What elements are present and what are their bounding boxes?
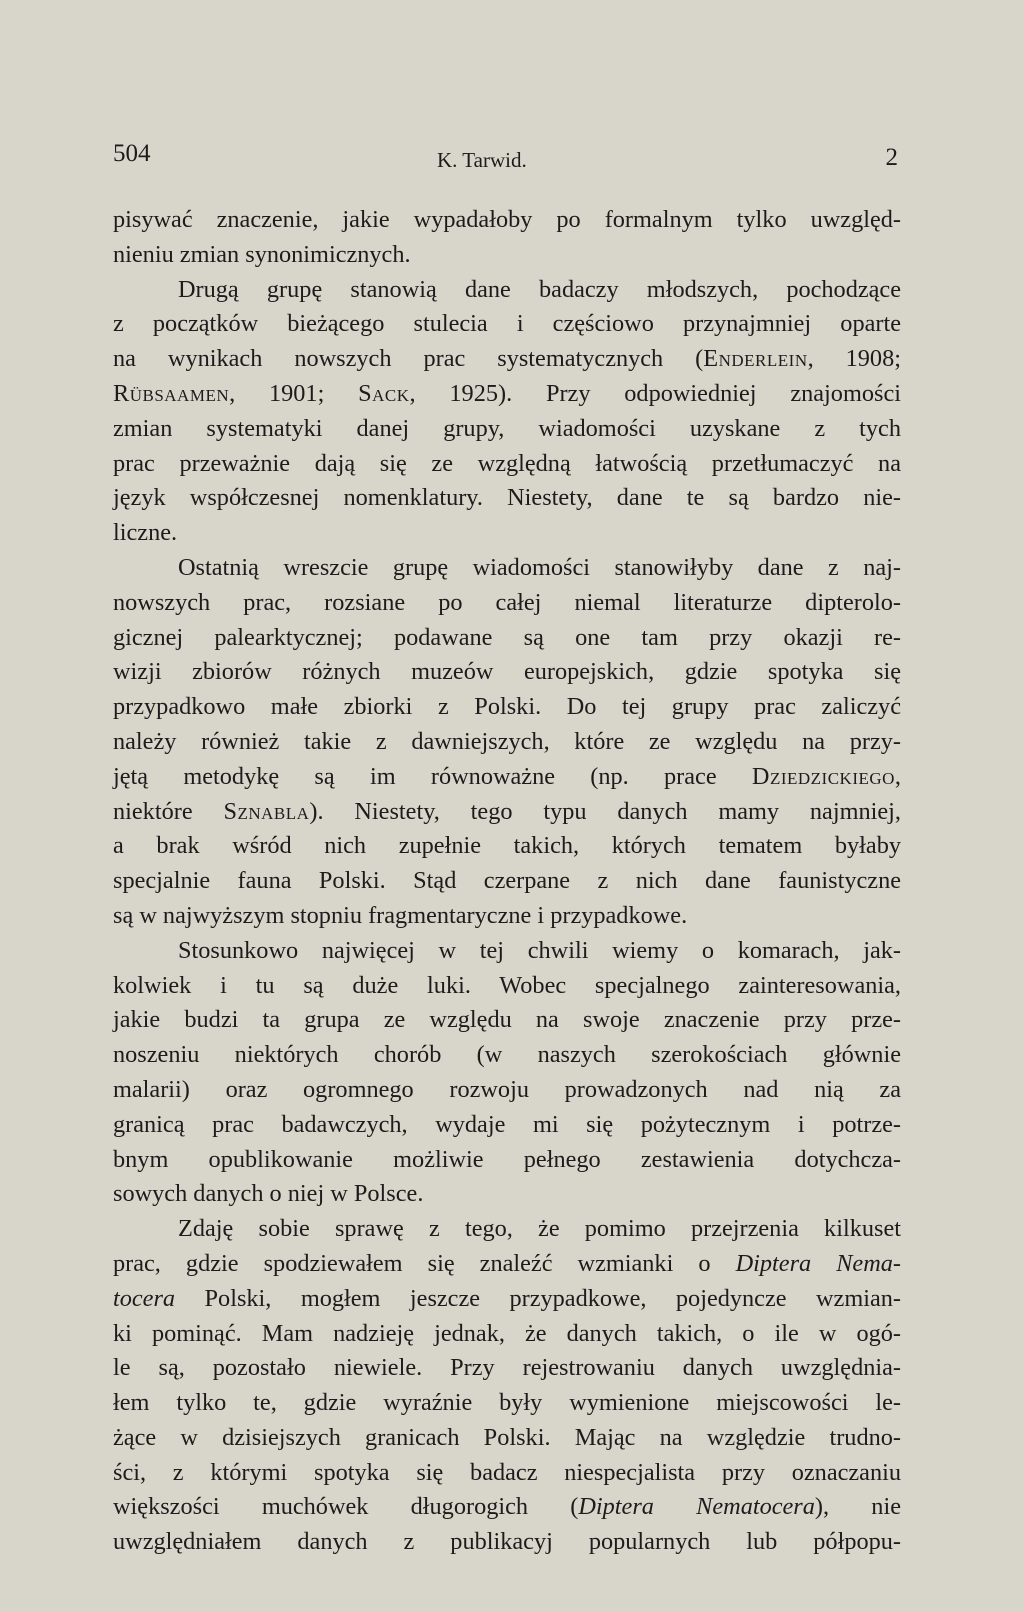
text-line	[113, 1421, 901, 1456]
text-line	[113, 412, 901, 447]
text-line	[113, 1490, 901, 1525]
text-segment: nieniu zmian synonimicznych.	[113, 240, 411, 268]
text-segment: jętą metodykę są im równoważne (np. prace	[113, 762, 752, 790]
text-line	[113, 1317, 901, 1352]
text-segment: język współczesnej nomenklatury. Niestety, dane te są bardzo nie-	[113, 484, 901, 512]
text-line	[113, 725, 901, 760]
text-line	[113, 273, 901, 308]
page-header	[113, 140, 903, 180]
text-segment: zmian systematyki danej grupy, wiadomości uzyskane z tych	[113, 414, 901, 442]
text-segment: Drugą grupę stanowią dane badaczy młodszych, pochodzące	[178, 275, 901, 303]
author-name: Sack	[358, 379, 410, 407]
text-segment: prac, gdzie spodziewałem się znaleźć wzmianki o	[113, 1249, 736, 1277]
text-line	[113, 1073, 901, 1108]
text-segment: żące w dzisiejszych granicach Polski. Mając na względzie trudno-	[113, 1423, 901, 1451]
text-line	[113, 481, 901, 516]
text-line	[113, 934, 901, 969]
text-line	[113, 1143, 901, 1178]
running-title: K. Tarwid.	[437, 148, 527, 172]
text-segment: noszeniu niektórych chorób (w naszych szerokościach głównie	[113, 1041, 901, 1069]
text-line	[113, 1177, 901, 1212]
text-line	[113, 795, 901, 830]
text-line	[113, 377, 901, 412]
text-segment: , 1908;	[807, 345, 901, 373]
text-line	[113, 1282, 901, 1317]
text-segment: na wynikach nowszych prac systematycznych (	[113, 345, 704, 373]
text-line	[113, 551, 901, 586]
text-segment: a brak wśród nich zupełnie takich, których tematem byłaby	[113, 832, 901, 860]
text-segment: kolwiek i tu są duże luki. Wobec specjalnego zainteresowania,	[113, 971, 901, 999]
text-segment: Polski, mogłem jeszcze przypadkowe, pojedyncze wzmian-	[175, 1284, 901, 1312]
text-segment: prac przeważnie dają się ze względną łatwością przetłumaczyć na	[113, 449, 901, 477]
text-line	[113, 690, 901, 725]
italic-term: Diptera Nematocera	[578, 1493, 815, 1521]
text-line	[113, 1456, 901, 1491]
text-segment: jakie budzi ta grupa ze względu na swoje znaczenie przy prze-	[113, 1006, 901, 1034]
page-number: 504	[113, 140, 151, 167]
text-segment: bnym opublikowanie możliwie pełnego zestawienia dotychcza-	[113, 1145, 901, 1173]
text-line	[113, 829, 901, 864]
text-segment: z początków bieżącego stulecia i częściowo przynajmniej oparte	[113, 310, 901, 338]
text-line	[113, 586, 901, 621]
text-line	[113, 307, 901, 342]
text-segment: , 1901;	[229, 379, 359, 407]
text-segment: Zdaję sobie sprawę z tego, że pomimo przejrzenia kilkuset	[178, 1215, 901, 1243]
text-segment: gicznej palearktycznej; podawane są one tam przy okazji re-	[113, 623, 901, 651]
text-segment: ki pominąć. Mam nadzieję jednak, że danych takich, o ile w ogó-	[113, 1319, 901, 1347]
text-line	[113, 516, 901, 551]
body-text	[113, 203, 901, 1560]
text-segment: , 1925). Przy odpowiedniej znajomości	[409, 379, 901, 407]
text-segment: nowszych prac, rozsiane po całej niemal literaturze dipterolo-	[113, 588, 901, 616]
text-line	[113, 969, 901, 1004]
author-name: Sznabla	[223, 797, 310, 825]
text-line	[113, 899, 901, 934]
text-segment: liczne.	[113, 519, 178, 547]
text-segment: uwzględniałem danych z publikacyj popularnych lub półpopu-	[113, 1528, 901, 1556]
text-line	[113, 342, 901, 377]
text-line	[113, 1247, 901, 1282]
text-line	[113, 1108, 901, 1143]
text-segment: le są, pozostało niewiele. Przy rejestrowaniu danych uwzględnia-	[113, 1354, 901, 1382]
text-line	[113, 621, 901, 656]
italic-term: Diptera Nema-	[735, 1249, 902, 1277]
text-segment: sowych danych o niej w Polsce.	[113, 1180, 424, 1208]
text-line	[113, 864, 901, 899]
text-segment: malarii) oraz ogromnego rozwoju prowadzonych nad nią za	[113, 1075, 901, 1103]
text-line	[113, 1386, 901, 1421]
text-line	[113, 447, 901, 482]
text-segment: należy również takie z dawniejszych, które ze względu na przy-	[113, 727, 901, 755]
text-segment: niektóre	[113, 797, 224, 825]
text-segment: przypadkowo małe zbiorki z Polski. Do tej grupy prac zaliczyć	[113, 693, 901, 721]
text-segment: specjalnie fauna Polski. Stąd czerpane z nich dane faunistyczne	[113, 867, 901, 895]
text-segment: Ostatnią wreszcie grupę wiadomości stanowiłyby dane z naj-	[178, 553, 901, 581]
author-name: Dziedzickiego	[751, 762, 895, 790]
text-segment: wizji zbiorów różnych muzeów europejskich, gdzie spotyka się	[113, 658, 901, 686]
text-line	[113, 1525, 901, 1560]
text-segment: ,	[894, 762, 901, 790]
text-line	[113, 1038, 901, 1073]
text-line	[113, 655, 901, 690]
text-segment: Stosunkowo najwięcej w tej chwili wiemy o komarach, jak-	[178, 936, 901, 964]
text-line	[113, 203, 901, 238]
text-segment: pisywać znaczenie, jakie wypadałoby po formalnym tylko uwzględ-	[113, 206, 901, 233]
text-segment: większości muchówek długorogich (	[113, 1493, 579, 1521]
text-line	[113, 760, 901, 795]
text-segment: ), nie	[814, 1493, 901, 1521]
text-line	[113, 238, 901, 273]
text-segment: łem tylko te, gdzie wyraźnie były wymienione miejscowości le-	[113, 1389, 901, 1417]
italic-term: tocera	[113, 1284, 176, 1312]
text-line	[113, 1212, 901, 1247]
text-line	[113, 1003, 901, 1038]
text-segment: ). Niestety, tego typu danych mamy najmniej,	[309, 797, 901, 825]
text-segment: ści, z którymi spotyka się badacz niespecjalista przy oznaczaniu	[113, 1458, 901, 1486]
author-name: Rübsaamen	[113, 379, 230, 407]
text-segment: są w najwyższym stopniu fragmentaryczne i przypadkowe.	[113, 901, 688, 929]
sheet-number: 2	[885, 144, 898, 171]
author-name: Enderlein	[703, 345, 808, 373]
text-segment: granicą prac badawczych, wydaje mi się pożytecznym i potrze-	[113, 1110, 901, 1138]
text-line	[113, 1351, 901, 1386]
